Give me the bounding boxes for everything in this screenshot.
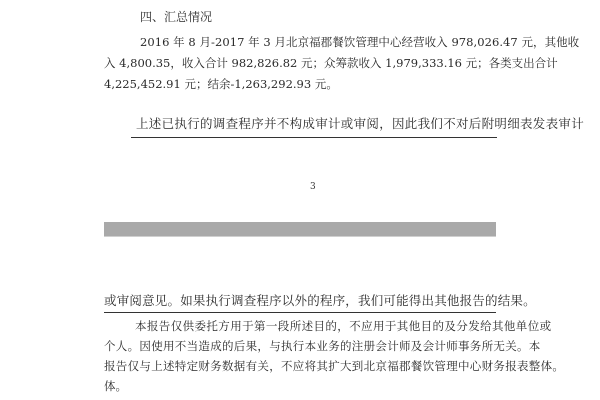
conclusion-line-2: 或审阅意见。如果执行调查程序以外的程序，我们可能得出其他报告的结果。: [104, 293, 536, 308]
section-heading: 四、汇总情况: [140, 10, 213, 24]
page-number: 3: [310, 182, 316, 192]
page-break-band: [104, 222, 496, 236]
usage-line-4: 体。: [104, 379, 127, 393]
conclusion-line-1: 上述已执行的调查程序并不构成审计或审阅，因此我们不对后附明细表发表审计: [136, 116, 585, 131]
conclusion-underline-2: [104, 312, 496, 313]
summary-line-2: 入 4,800.35，收入合计 982,826.82 元；众筹款收入 1,979,333.16 元；各类支出合计: [104, 56, 558, 70]
usage-line-3: 报告仅与上述特定财务数据有关，不应将其扩大到北京福郡餐饮管理中心财务报表整体。: [104, 359, 565, 373]
conclusion-underline-1: [131, 137, 497, 138]
summary-line-1: 2016 年 8 月-2017 年 3 月北京福郡餐饮管理中心经营收入 978,026.47 元，其他收: [140, 35, 580, 49]
page-break-edge: [104, 236, 496, 237]
usage-line-1: 本报告仅供委托方用于第一段所述目的，不应用于其他目的及分发给其他单位或: [135, 319, 552, 333]
usage-line-2: 个人。因使用不当造成的后果，与执行本业务的注册会计师及会计师事务所无关。本: [104, 339, 541, 353]
summary-line-3: 4,225,452.91 元；结余-1,263,292.93 元。: [104, 77, 338, 91]
